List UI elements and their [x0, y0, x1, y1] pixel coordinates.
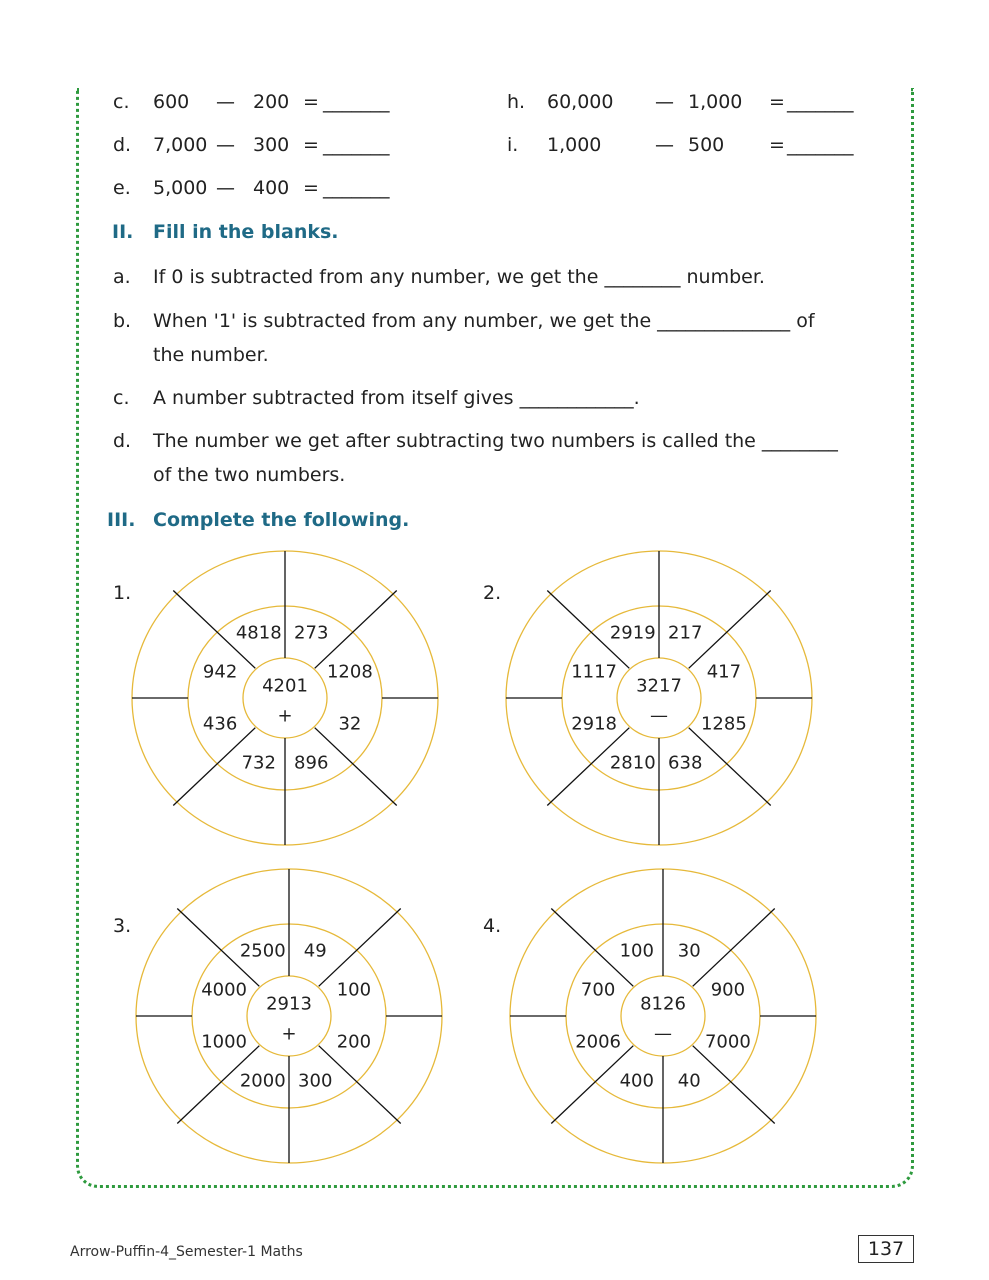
wheel-number-label: 1. — [113, 582, 132, 604]
wheel-number-label: 4. — [483, 915, 502, 937]
question-label: b. — [113, 310, 132, 332]
exercise-eq: = — [303, 177, 319, 199]
wheel-operator: + — [277, 705, 293, 727]
wheel-segment-number: 4818 — [235, 622, 282, 644]
exercise-b: 300 — [253, 134, 290, 156]
question-text: A number subtracted from itself gives ____________. — [153, 387, 640, 409]
wheel-segment-number: 700 — [580, 979, 616, 1001]
exercise-eq: = — [769, 134, 785, 156]
exercise-label: e. — [113, 177, 131, 199]
wheel-segment-number: 436 — [202, 713, 238, 735]
exercise-label: c. — [113, 91, 130, 113]
wheel-segment-number: 217 — [668, 622, 703, 644]
wheel-segment-number: 49 — [303, 940, 327, 962]
exercise-op: — — [216, 177, 235, 199]
exercise-b: 200 — [253, 91, 290, 113]
exercise-label: i. — [507, 134, 519, 156]
wheel-center-number: 4201 — [262, 675, 308, 697]
exercise-a: 7,000 — [153, 134, 208, 156]
wheel-segment-number: 32 — [338, 713, 362, 735]
exercise-a: 600 — [153, 91, 190, 113]
exercise-label: h. — [507, 91, 526, 113]
exercise-op: — — [655, 91, 674, 113]
question-label: c. — [113, 387, 130, 409]
exercise-op: — — [216, 134, 235, 156]
exercise-op: — — [216, 91, 235, 113]
wheel-segment-number: 4000 — [201, 979, 247, 1001]
wheel-segment-number: 2919 — [609, 622, 656, 644]
wheel-segment-number: 1285 — [700, 713, 747, 735]
question-label: d. — [113, 430, 132, 452]
wheel-segment-number: 100 — [336, 979, 372, 1001]
wheel-number-label: 3. — [113, 915, 132, 937]
wheel-operator: — — [654, 1023, 672, 1045]
exercise-eq: = — [303, 91, 319, 113]
section-2-heading: Fill in the blanks. — [153, 221, 339, 243]
wheel-operator: — — [650, 705, 668, 727]
wheel-segment-number: 1000 — [201, 1031, 247, 1053]
wheel-segment-number: 417 — [706, 661, 742, 683]
spoke — [319, 909, 401, 987]
wheel-segment-number: 942 — [202, 661, 238, 683]
wheel-center-number: 8126 — [640, 993, 686, 1015]
wheel-segment-number: 2500 — [239, 940, 286, 962]
exercise-a: 1,000 — [547, 134, 602, 156]
wheel-segment-number: 400 — [619, 1070, 654, 1092]
answer-blank[interactable]: _______ — [787, 91, 854, 113]
wheel-segment-number: 200 — [336, 1031, 372, 1053]
book-title: Arrow-Puffin-4_Semester-1 Maths — [70, 1244, 303, 1260]
wheel-segment-number: 1117 — [571, 661, 617, 683]
wheel-segment-number: 2000 — [239, 1070, 286, 1092]
number-wheel — [134, 866, 444, 1166]
exercise-eq: = — [303, 134, 319, 156]
exercise-a: 60,000 — [547, 91, 614, 113]
wheel-segment-number: 896 — [294, 752, 329, 774]
wheel-segment-number: 2918 — [571, 713, 617, 735]
question-text: The number we get after subtracting two numbers is called the ________ — [153, 430, 838, 452]
exercise-a: 5,000 — [153, 177, 208, 199]
wheel-segment-number: 7000 — [704, 1031, 751, 1053]
number-wheel — [130, 548, 440, 848]
wheel-segment-number: 732 — [241, 752, 276, 774]
wheel-center-number: 2913 — [266, 993, 312, 1015]
wheel-segment-number: 638 — [668, 752, 703, 774]
question-text: If 0 is subtracted from any number, we get the ________ number. — [153, 266, 765, 288]
wheel-segment-number: 273 — [294, 622, 329, 644]
exercise-b: 1,000 — [688, 91, 743, 113]
wheel-segment-number: 40 — [677, 1070, 701, 1092]
number-wheel — [508, 866, 818, 1166]
section-2-number: II. — [112, 221, 134, 243]
wheel-segment-number: 100 — [619, 940, 654, 962]
wheel-graphic — [508, 866, 818, 1166]
exercise-op: — — [655, 134, 674, 156]
wheel-graphic — [134, 866, 444, 1166]
number-wheel — [504, 548, 814, 848]
section-3-heading: Complete the following. — [153, 509, 410, 531]
wheel-segment-number: 1208 — [326, 661, 373, 683]
question-text: When '1' is subtracted from any number, we get the ______________ of — [153, 310, 815, 332]
question-label: a. — [113, 266, 131, 288]
page-number: 137 — [858, 1235, 914, 1263]
question-text-continued: the number. — [153, 344, 269, 366]
wheel-segment-number: 300 — [298, 1070, 333, 1092]
spoke — [693, 1046, 775, 1124]
spoke — [693, 909, 775, 987]
exercise-b: 400 — [253, 177, 290, 199]
wheel-graphic — [130, 548, 440, 848]
exercise-eq: = — [769, 91, 785, 113]
wheel-graphic — [504, 548, 814, 848]
wheel-segment-number: 900 — [710, 979, 746, 1001]
wheel-segment-number: 30 — [677, 940, 701, 962]
answer-blank[interactable]: _______ — [323, 134, 390, 156]
wheel-center-number: 3217 — [636, 675, 682, 697]
question-text-continued: of the two numbers. — [153, 464, 346, 486]
wheel-operator: + — [281, 1023, 297, 1045]
wheel-number-label: 2. — [483, 582, 502, 604]
answer-blank[interactable]: _______ — [323, 177, 390, 199]
wheel-segment-number: 2810 — [609, 752, 656, 774]
answer-blank[interactable]: _______ — [787, 134, 854, 156]
wheel-segment-number: 2006 — [575, 1031, 621, 1053]
answer-blank[interactable]: _______ — [323, 91, 390, 113]
section-3-number: III. — [107, 509, 136, 531]
exercise-label: d. — [113, 134, 132, 156]
exercise-b: 500 — [688, 134, 725, 156]
